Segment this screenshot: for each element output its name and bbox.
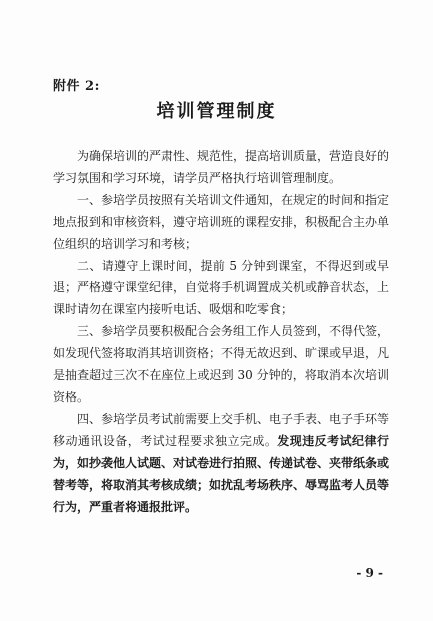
paragraph-text: 三、参培学员要积极配合会务组工作人员签到，不得代签，如发现代签将取消其培训资格；不得无故迟到、旷课或早退，凡是抽查超过三次不在座位上或迟到 30 分钟的，将取消本次培训资格。 — [53, 324, 390, 404]
document-title: 培训管理制度 — [156, 101, 277, 122]
page-number: - 9 - — [356, 566, 383, 580]
paragraph-rule-2 — [53, 256, 389, 322]
paragraph-text: 二、请遵守上课时间，提前 5 分钟到课室，不得迟到或早退；严格遵守课堂纪律，自觉将手机调置成关机或静音状态，上课时请勿在课室内接听电话、吸烟和吃零食； — [53, 258, 390, 317]
paragraph-text: 四、参培学员考试前需要上交手机、电子手表、电子手环等移动通讯设备，考试过程要求独立完成。 — [53, 411, 390, 448]
paragraph-bold-text: 发现违反考试纪律行为，如抄袭他人试题、对试卷进行拍照、传递试卷、夹带纸条或替考等，将取消其考核成绩；如扰乱考场秩序、辱骂监考人员等行为，严重者将通报批评。 — [53, 433, 390, 514]
paragraph-text: 一、参培学员按照有关培训文件通知，在规定的时间和指定地点报到和审核资料，遵守培训班的课程安排，积极配合主办单位组织的培训学习和考核； — [53, 192, 390, 251]
document-body — [53, 146, 389, 518]
paragraph-rule-1 — [53, 190, 389, 256]
paragraph-text: 为确保培训的严肃性、规范性，提高培训质量，营造良好的学习氛围和学习环境，请学员严格执行培训管理制度。 — [53, 149, 390, 185]
paragraph-intro — [53, 146, 389, 190]
attachment-label: 附件 2: — [53, 79, 100, 94]
paragraph-rule-4 — [53, 409, 389, 519]
paragraph-rule-3 — [53, 321, 389, 409]
